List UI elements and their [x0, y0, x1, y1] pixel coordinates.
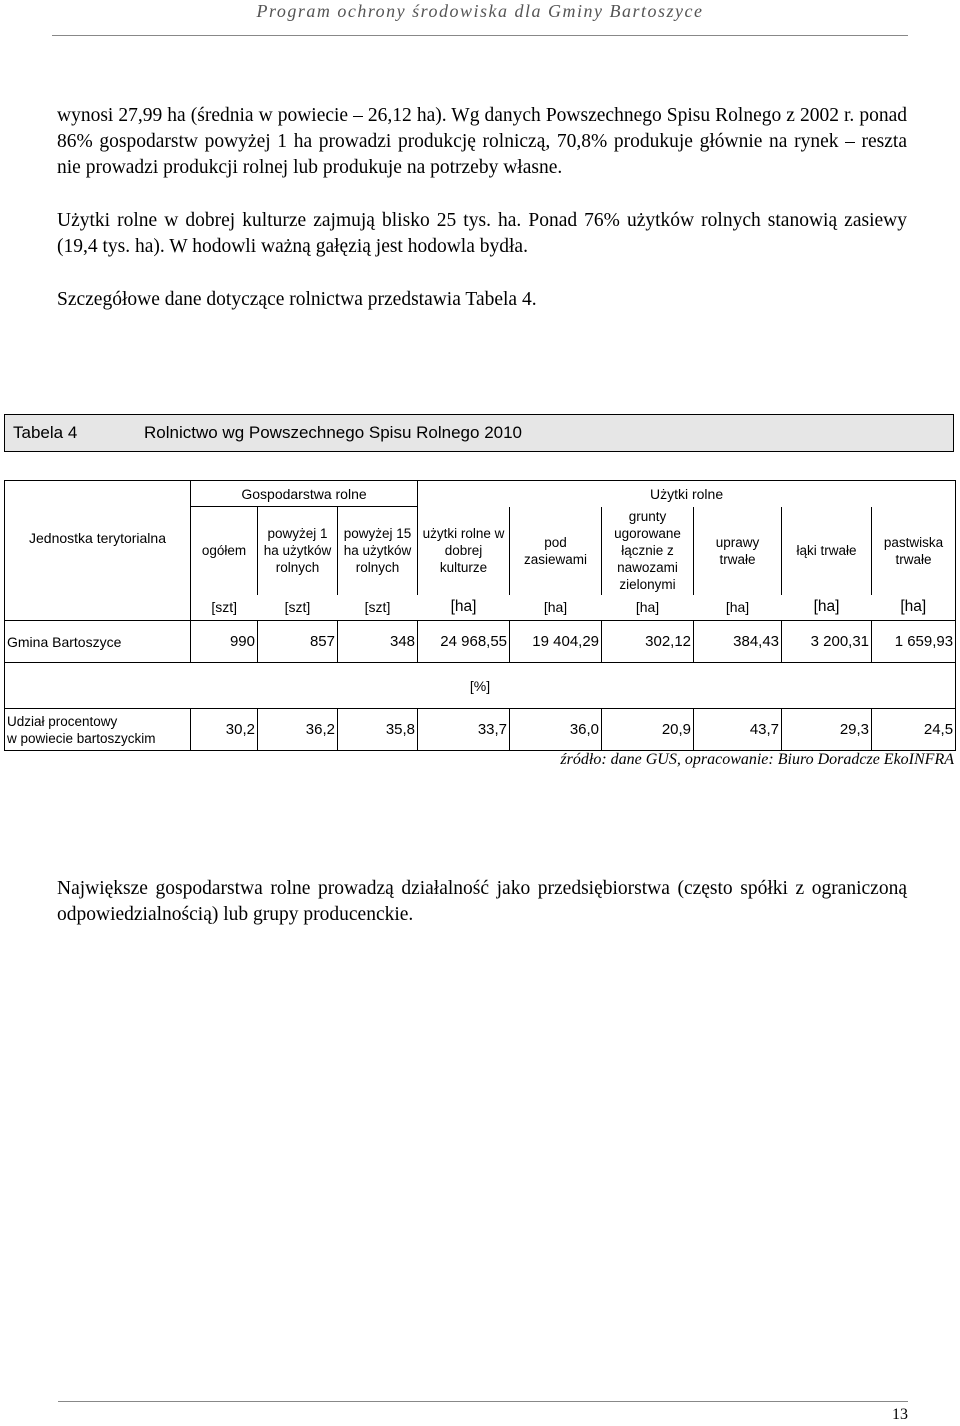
- header-jednostka: Jednostka terytorialna: [5, 481, 191, 595]
- table-cell: 348: [338, 621, 418, 663]
- unit-cell: [szt]: [338, 595, 418, 621]
- table-cell: 35,8: [338, 709, 418, 751]
- table-cell: 29,3: [782, 709, 872, 751]
- table-cell: 990: [191, 621, 258, 663]
- table-cell: 24 968,55: [418, 621, 510, 663]
- header-pastwiska-trwale: pastwiska trwałe: [872, 507, 956, 595]
- header-uprawy-trwale: uprawy trwałe: [694, 507, 782, 595]
- unit-cell: [ha]: [602, 595, 694, 621]
- header-powyzej-1-ha: powyżej 1 ha użytków rolnych: [258, 507, 338, 595]
- table-cell: 24,5: [872, 709, 956, 751]
- table-cell: 302,12: [602, 621, 694, 663]
- paragraph-2: Użytki rolne w dobrej kulturze zajmują blisko 25 tys. ha. Ponad 76% użytków rolnych stanowią zasiewy (19,4 tys. ha). W hodowli ważną gałęzią jest hodowla bydła.: [57, 210, 907, 257]
- paragraph-3: Szczegółowe dane dotyczące rolnictwa przedstawia Tabela 4.: [57, 289, 537, 310]
- table-cell: 857: [258, 621, 338, 663]
- page-number: 13: [892, 1406, 908, 1423]
- table-cell: 384,43: [694, 621, 782, 663]
- header-laki-trwale: łąki trwałe: [782, 507, 872, 595]
- row-label-udzial-line2: w powiecie bartoszyckim: [7, 730, 156, 746]
- table-cell: 33,7: [418, 709, 510, 751]
- header-grunty-ugorowane: grunty ugorowane łącznie z nawozami zielonymi: [602, 507, 694, 595]
- table-source: źródło: dane GUS, opracowanie: Biuro Doradcze EkoINFRA: [560, 751, 954, 768]
- header-group-uzytki: Użytki rolne: [418, 481, 956, 507]
- unit-cell: [ha]: [782, 595, 872, 621]
- header-group-gospodarstwa: Gospodarstwa rolne: [191, 481, 418, 507]
- unit-cell: [szt]: [191, 595, 258, 621]
- header-uzytki-dobrej-kulturze: użytki rolne w dobrej kulturze: [418, 507, 510, 595]
- table-cell: 36,0: [510, 709, 602, 751]
- units-spacer: [5, 595, 191, 621]
- percent-unit-row: [%]: [5, 663, 956, 709]
- row-label-udzial-line1: Udział procentowy: [7, 713, 118, 729]
- table-cell: 36,2: [258, 709, 338, 751]
- table-cell: 20,9: [602, 709, 694, 751]
- footer-rule: [58, 1401, 908, 1402]
- table-cell: 19 404,29: [510, 621, 602, 663]
- unit-cell: [ha]: [510, 595, 602, 621]
- row-label-udzial: [5, 709, 191, 751]
- table-caption-number: Tabela 4: [13, 423, 78, 442]
- unit-cell: [szt]: [258, 595, 338, 621]
- table-caption-title: Rolnictwo wg Powszechnego Spisu Rolnego 2010: [144, 423, 523, 442]
- document-header-title: Program ochrony środowiska dla Gminy Bartoszyce: [256, 1, 704, 21]
- table-cell: 43,7: [694, 709, 782, 751]
- table-cell: 3 200,31: [782, 621, 872, 663]
- table-caption: [4, 414, 954, 452]
- unit-cell: [ha]: [418, 595, 510, 621]
- row-label-gmina: Gmina Bartoszyce: [5, 621, 191, 663]
- unit-cell: [ha]: [872, 595, 956, 621]
- paragraph-1: wynosi 27,99 ha (średnia w powiecie – 26,12 ha). Wg danych Powszechnego Spisu Rolnego z 2002 r. ponad 86% gospodarstw powyżej 1 ha prowadzi produkcję rolniczą, 70,8% produkuje głównie na rynek – reszta nie prowadzi produkcji rolnej lub produkuje na potrzeby własne.: [57, 105, 907, 178]
- header-powyzej-15-ha: powyżej 15 ha użytków rolnych: [338, 507, 418, 595]
- table-cell: 30,2: [191, 709, 258, 751]
- header-pod-zasiewami: pod zasiewami: [510, 507, 602, 595]
- paragraph-4: Największe gospodarstwa rolne prowadzą działalność jako przedsiębiorstwa (często spółki z ograniczoną odpowiedzialnością) lub grupy producenckie.: [57, 878, 907, 925]
- header-ogolem: ogółem: [191, 507, 258, 595]
- table-cell: 1 659,93: [872, 621, 956, 663]
- unit-cell: [ha]: [694, 595, 782, 621]
- agriculture-table: [4, 480, 956, 751]
- header-rule: [52, 35, 908, 36]
